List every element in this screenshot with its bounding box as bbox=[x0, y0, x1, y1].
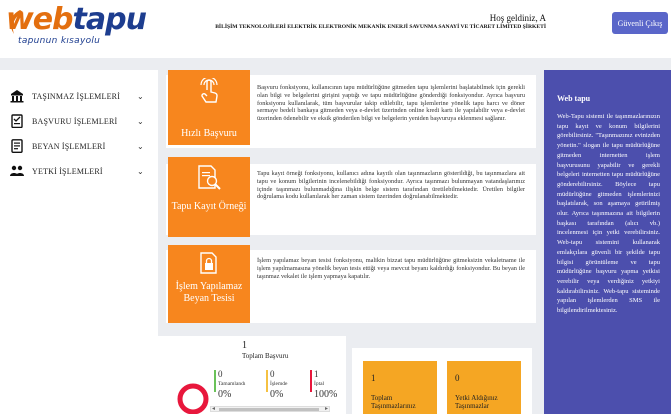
stat-bar bbox=[214, 370, 216, 392]
logo-tagline: tapunun kısayolu bbox=[18, 36, 101, 46]
stat-pct: 0% bbox=[218, 389, 232, 400]
building-icon bbox=[10, 89, 24, 103]
donut-ring bbox=[180, 386, 206, 412]
greeting-text: Hoş geldiniz, A bbox=[489, 13, 546, 23]
info-panel-title: Web tapu bbox=[557, 94, 591, 103]
document-icon bbox=[10, 139, 24, 153]
stat-label: İşlemde bbox=[270, 381, 288, 387]
application-stats bbox=[146, 336, 346, 414]
sidebar-item-beyan[interactable] bbox=[0, 136, 158, 156]
horizontal-scrollbar[interactable] bbox=[210, 406, 330, 412]
sidebar-item-label: BEYAN İŞLEMLERİ bbox=[32, 141, 106, 151]
stat-num: 0 bbox=[218, 369, 223, 379]
total-applications-count: 1 bbox=[242, 340, 247, 351]
counter-num: 1 bbox=[371, 373, 376, 383]
card-description: İşlem yapılamaz beyan tesisi fonksiyonu, malikin bizzat tapu müdürlüğüne gitmeksizin vekaletname ile işlem yapılmamasına yönelik beyan tesis ettiği veya mevcut beyanı kaldırdığı fonksiyondur. Bu beyan ile taşınmaz vekalet ile işlem yapmaya kapatılır. bbox=[257, 257, 525, 280]
chevron-down-icon: ⌄ bbox=[137, 116, 144, 126]
users-icon bbox=[10, 164, 24, 178]
tile-title: Tapu Kayıt Örneği bbox=[171, 201, 247, 212]
logout-button[interactable]: Güvenli Çıkış bbox=[612, 12, 668, 34]
stat-num: 0 bbox=[270, 369, 275, 379]
counter-label: Yetki Aldığınız Taşınmazlar bbox=[455, 394, 498, 410]
tile-tapu-kayit[interactable] bbox=[168, 157, 250, 237]
card-description: Başvuru fonksiyonu, kullanıcının tapu müdürlüğüne gitmeden tapu işlemlerini başlatabilmek için gerekli olan bilgi ve belgelerini girişini yaptığı ve tapu müdürlüğüne gönderdiği fonksiyondur. Ayrıca başvuru fonksiyonu kullanılarak, tüm başvurular takip edilebilir, tapu işlemlerine yönelik tapu harcı ve döner sermaye bedeli bankaya gitmeden veya e-devlet üzerinden online kredi kartı ile yapılabilir veya e-devlet üzerinden ödenebilir ve eksik gönderilen bilgi ve belgelerin yeniden başvuruya eklenmesi sağlanır. bbox=[257, 84, 525, 123]
chevron-down-icon: ⌄ bbox=[137, 166, 144, 176]
counter-num: 0 bbox=[455, 373, 460, 383]
counter-total-properties[interactable] bbox=[363, 361, 437, 414]
logo-wordmark bbox=[6, 3, 146, 37]
scroll-left-icon[interactable]: ◂ bbox=[212, 405, 216, 412]
stat-bar bbox=[266, 370, 268, 392]
stat-label: Tamamlandı bbox=[218, 381, 246, 387]
webtapu-logo[interactable] bbox=[6, 3, 156, 51]
scroll-right-icon[interactable]: ▸ bbox=[324, 405, 328, 412]
counter-label: Toplam Taşınmazlarınız bbox=[371, 394, 416, 410]
chevron-down-icon: ⌄ bbox=[137, 91, 144, 101]
info-panel-text: Web-Tapu sistemi ile taşınmazlarınızın tapu kayıt ve konum bilgilerini görebilirsiniz. "Taşınmazınız evinizden yönetin." slogan ile tapu müdürlüğüne gitmeden internetten işlem başvurusunu yapabilir ve gerekli belgeleri internetten tapu müdürlüğüne gönderebilirsiniz. Böylece tapu müdürlüğüne gitmeden işlemlerinizi başlatılarak, son aşamaya getirilmiş olur. Ayrıca taşınmazına ait bilgilerin başkası tarafından (alıcı vb.) incelenmesi için yetki verebilirsiniz. Web-tapu sistemini kullanarak emlakçılara güvenli bir şekilde tapu bilgisi görüntüleme ve tapu müdürlüğüne başvuru yapma yetkisi verebilir veya verdiğiniz yetkiyi kaldırabilirsiniz. Web-tapu sisteminde yapılan işlemlerden SMS ile bilgilendirilmektesiniz. bbox=[557, 113, 660, 315]
header bbox=[0, 0, 671, 58]
stat-num: 1 bbox=[314, 369, 319, 379]
info-panel bbox=[544, 70, 671, 414]
scrollbar-thumb[interactable] bbox=[219, 408, 319, 411]
total-applications-label: Toplam Başvuru bbox=[242, 352, 289, 360]
stat-label: İptal bbox=[314, 381, 325, 387]
property-counters bbox=[352, 348, 532, 414]
sidebar-item-label: YETKİ İŞLEMLERİ bbox=[32, 166, 103, 176]
hand-tap-icon bbox=[197, 78, 221, 106]
stat-pct: 0% bbox=[270, 389, 284, 400]
lock-document-icon bbox=[198, 251, 220, 275]
card-description: Tapu kayıt örneği fonksiyonu, kullanıcı adına kayıtlı olan taşınmazların gösterildiği, bu taşınmazlara ait tapu ve konum bilgilerinin incelenebildiği fonksiyondur. Ayrıca taşınmazı bulunmayan vatandaşlarımız içinde taşınmazı bulunmadığına ilişkin belge sistem tarafından üretilebilmektedir. Üretilen bilgiler doğrulama kodu kullanılarak her zaman sistem üzerinden doğrulanabilmektedir. bbox=[257, 170, 525, 201]
checklist-icon bbox=[10, 114, 24, 128]
sidebar-item-label: BAŞVURU İŞLEMLERİ bbox=[32, 116, 118, 126]
sidebar-item-label: TAŞINMAZ İŞLEMLERİ bbox=[32, 91, 121, 101]
logo-tapu: tapu bbox=[72, 2, 146, 37]
tile-title: İşlem Yapılamaz Beyan Tesisi bbox=[175, 281, 243, 304]
user-greeting bbox=[215, 13, 546, 30]
stat-pct: 100% bbox=[314, 389, 338, 400]
donut-chart bbox=[176, 382, 210, 414]
sidebar-item-basvuru[interactable] bbox=[0, 111, 158, 131]
sidebar-item-tasinmaz[interactable] bbox=[0, 86, 158, 106]
tile-beyan-tesisi[interactable] bbox=[168, 245, 250, 323]
sidebar-item-yetki[interactable] bbox=[0, 161, 158, 181]
logo-web: web bbox=[6, 2, 73, 37]
tile-hizli-basvuru[interactable] bbox=[168, 70, 250, 145]
document-search-icon bbox=[196, 164, 222, 192]
sidebar bbox=[0, 70, 158, 414]
tile-title: Hızlı Başvuru bbox=[181, 128, 237, 139]
company-name: BİLİŞİM TEKNOLOJİLERİ ELEKTRİK ELEKTRONİK MEKANİK ENERJİ SAVUNMA SANAYİ VE TİCARET LİMİTED ŞİRKETİ bbox=[215, 24, 546, 30]
counter-authorized-properties[interactable] bbox=[447, 361, 521, 414]
stat-bar bbox=[310, 370, 312, 392]
chevron-down-icon: ⌄ bbox=[137, 141, 144, 151]
